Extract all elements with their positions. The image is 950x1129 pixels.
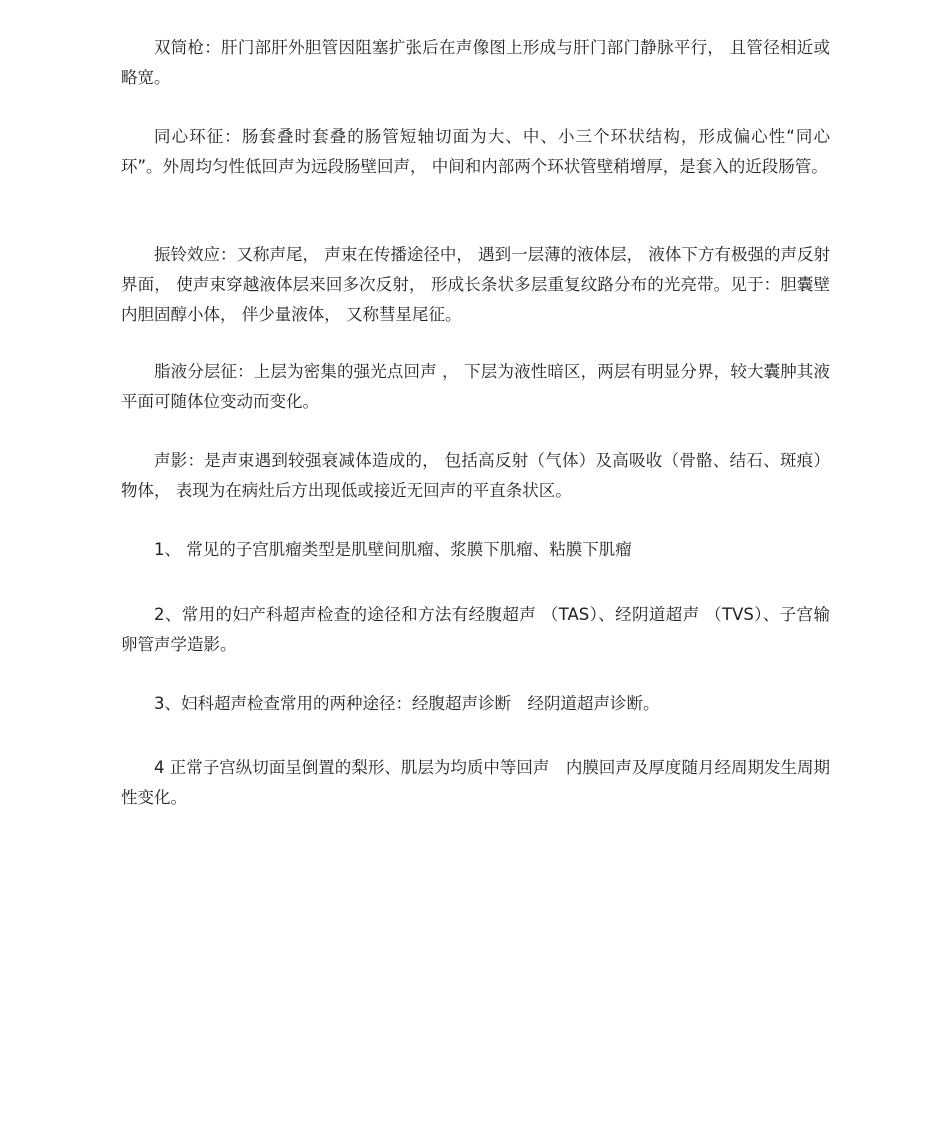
paragraph-fat-fluid-level-sign: 脂液分层征：上层为密集的强光点回声 ， 下层为液性暗区，两层有明显分界，较大囊肿其液平面可随体位变动而变化。 bbox=[121, 362, 830, 411]
paragraph-item-2: 2、常用的妇产科超声检查的途径和方法有经腹超声 （TAS）、经阴道超声 （TVS）、子宫输卵管声学造影。 bbox=[121, 605, 830, 654]
paragraph-concentric-ring-sign: 同心环征：肠套叠时套叠的肠管短轴切面为大、中、小三个环状结构，形成偏心性“同心环”。外周均匀性低回声为远段肠壁回声， 中间和内部两个环状管壁稍增厚，是套入的近段肠管。 bbox=[121, 127, 830, 176]
paragraph-double-barrel-sign: 双筒枪：肝门部肝外胆管因阻塞扩张后在声像图上形成与肝门部门静脉平行， 且管径相近或略宽。 bbox=[121, 38, 830, 87]
paragraph-item-1: 1、 常见的子宫肌瘤类型是肌壁间肌瘤、浆膜下肌瘤、粘膜下肌瘤 bbox=[154, 540, 632, 559]
paragraph-item-4: 4 正常子宫纵切面呈倒置的梨形、肌层为均质中等回声 内膜回声及厚度随月经周期发生周期性变化。 bbox=[121, 758, 830, 807]
paragraph-acoustic-shadow: 声影：是声束遇到较强衰减体造成的， 包括高反射（气体）及高吸收（骨骼、结石、斑痕）物体， 表现为在病灶后方出现低或接近无回声的平直条状区。 bbox=[121, 451, 830, 500]
paragraph-ringdown-effect: 振铃效应：又称声尾， 声束在传播途径中， 遇到一层薄的液体层， 液体下方有极强的声反射界面， 使声束穿越液体层来回多次反射， 形成长条状多层重复纹路分布的光亮带。见于：胆囊壁内胆固醇小体， 伴少量液体， 又称彗星尾征。 bbox=[121, 245, 830, 324]
paragraph-item-3: 3、妇科超声检查常用的两种途径：经腹超声诊断 经阴道超声诊断。 bbox=[154, 694, 660, 713]
